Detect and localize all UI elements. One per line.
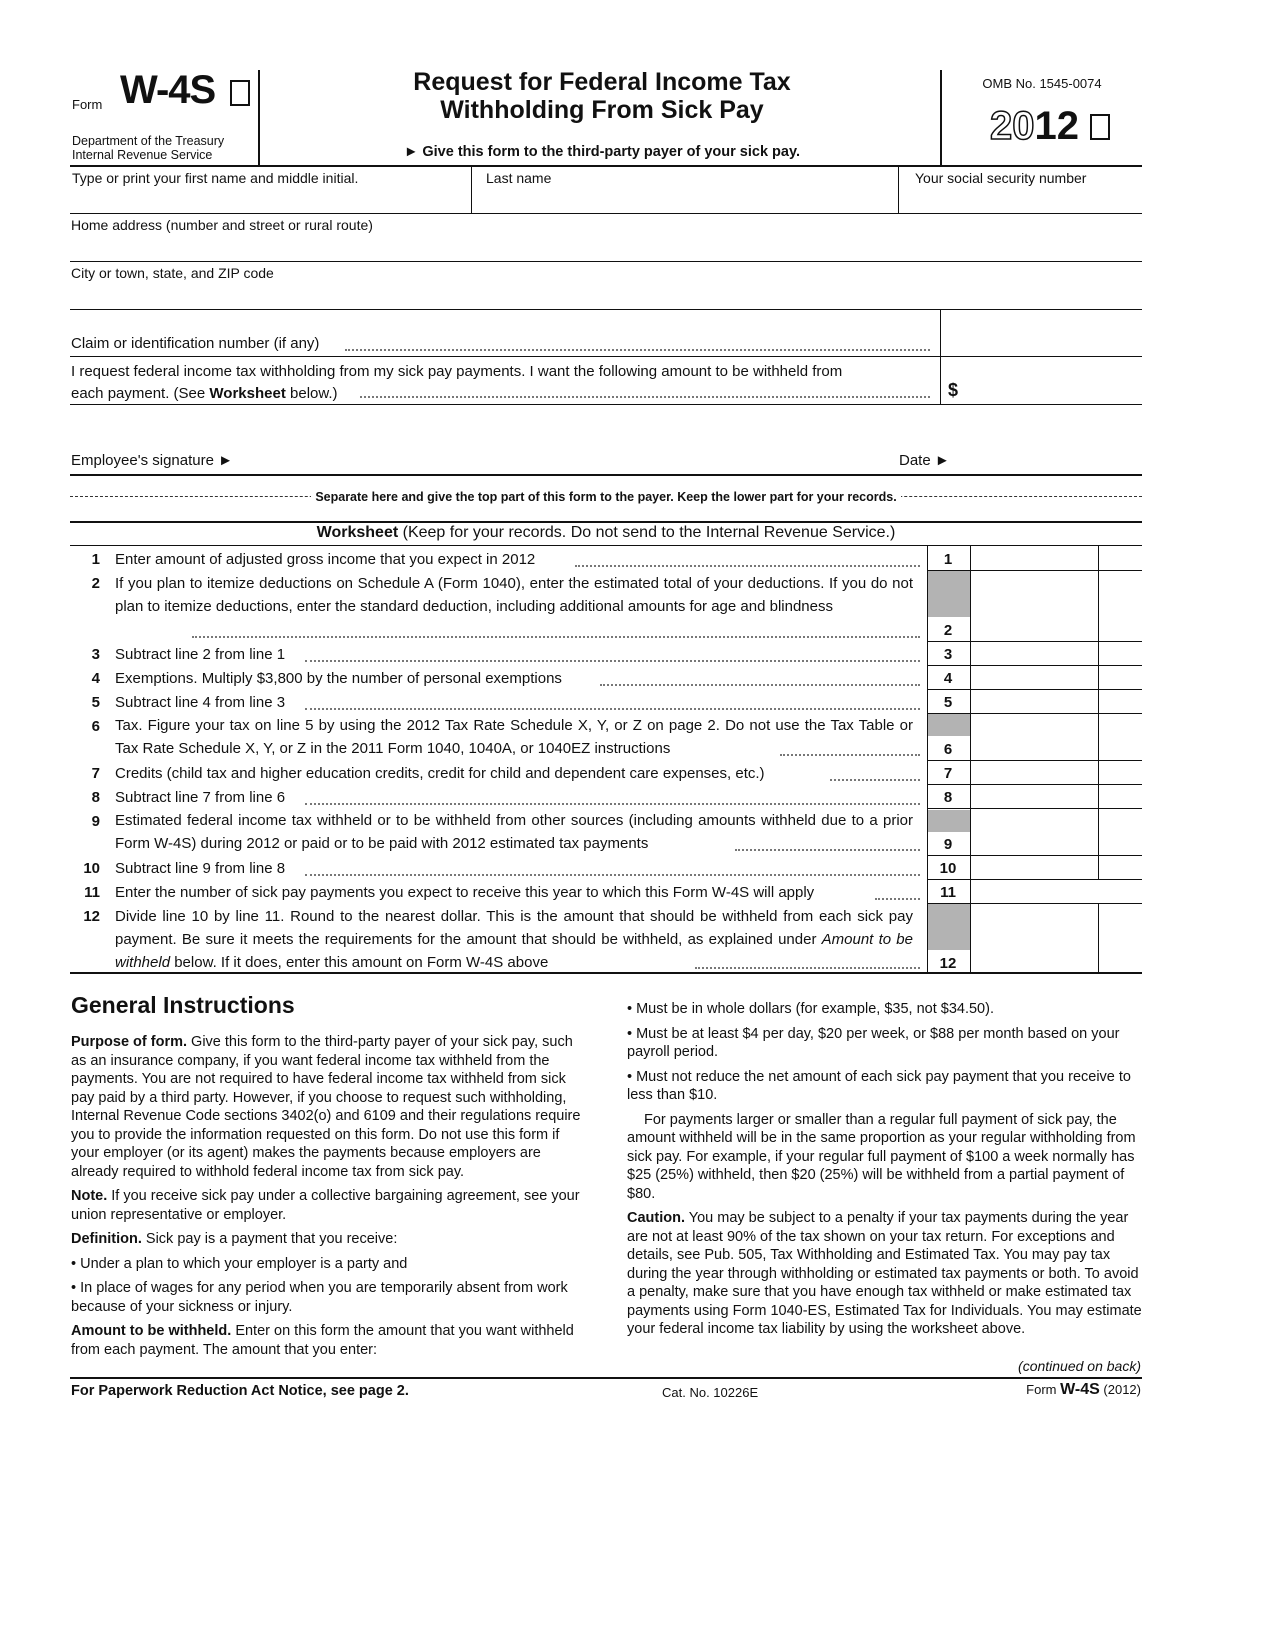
- proportion-paragraph: For payments larger or smaller than a regular full payment of sick pay, the amount withheld will be in the same proportion as your regular withholding from sick pay. For example, if your regular full payment of $100 a week normally has $25 (25%) withheld, then $20 (25%) will be withheld from a partial payment of $80.: [627, 1111, 1136, 1202]
- placeholder-box-icon: [1090, 114, 1110, 140]
- purpose-heading: Purpose of form.: [71, 1034, 188, 1050]
- form-word: Form: [72, 97, 103, 112]
- line-12-amount[interactable]: [971, 949, 1098, 972]
- note-text: If you receive sick pay under a collective bargaining agreement, see your union representative or employer.: [71, 1188, 580, 1223]
- rule: [70, 521, 1142, 523]
- caution-text: You may be subject to a penalty if your tax payments during the year are not at least 90% of the tax shown on your tax return. For exceptions and details, see Pub. 505, Tax Withholding and Estimated Tax. You may pay tax during the year through withholding or estimated tax payments or both. To avoid a penalty, make sure that you have enough tax withheld or make estimated tax payments using Form 1040-ES, Estimated Tax for Individuals. You may estimate your federal income tax liability by using the worksheet above.: [627, 1210, 1142, 1337]
- line-text: Tax. Figure your tax on line 5 by using the 2012 Tax Rate Schedule X, Y, or Z on page 2. Do not use the Tax Table or Tax Rate Schedule X, Y, or Z in the 2011 Form 1040, 1040A, or 1040EZ instructions: [115, 717, 913, 757]
- instructions-right-column: [627, 1000, 1142, 1345]
- omb-number: OMB No. 1545-0074: [982, 76, 1102, 91]
- col-line: [1098, 903, 1099, 973]
- claim-label: Claim or identification number (if any): [71, 335, 320, 352]
- footer-form-year: (2012): [1099, 1382, 1141, 1397]
- continued-note: (continued on back): [1018, 1358, 1141, 1374]
- last-name-field[interactable]: [472, 167, 898, 213]
- leader-dots: [345, 349, 930, 351]
- signature-label: Employee's signature ►: [71, 452, 233, 469]
- definition-bullet: • Under a plan to which your employer is a party and: [71, 1255, 408, 1272]
- line-number: 5: [91, 694, 100, 711]
- amount-paragraph: [71, 1322, 586, 1359]
- box-number: 11: [940, 884, 956, 901]
- line-3-amount[interactable]: [971, 642, 1098, 665]
- line-12-text-b: below. If it does, enter this amount on Form W-4S above: [170, 954, 549, 971]
- box-number: 3: [943, 646, 953, 663]
- rule: [70, 404, 1142, 405]
- request-text: [71, 361, 842, 405]
- footer-form-word: Form: [1026, 1382, 1061, 1397]
- title-line1: Request for Federal Income Tax: [413, 68, 791, 96]
- amount-bullet: • Must not reduce the net amount of each sick pay payment that you receive to less than $10.: [627, 1068, 1131, 1103]
- definition-text: Sick pay is a payment that you receive:: [141, 1231, 398, 1247]
- request-line2c: below.): [285, 385, 338, 402]
- amount-text: Enter on this form the amount that you want withheld from each payment. The amount that you enter:: [71, 1323, 574, 1358]
- paperwork-notice: For Paperwork Reduction Act Notice, see page 2.: [71, 1383, 409, 1399]
- worksheet-title-rest: (Keep for your records. Do not send to the Internal Revenue Service.): [398, 524, 896, 541]
- line-number: 6: [91, 718, 100, 735]
- separator-wrap: [70, 488, 1142, 506]
- shaded-cell: [928, 904, 970, 950]
- line-text: [115, 905, 913, 974]
- claim-number-field[interactable]: [941, 310, 1142, 356]
- leader-dots: [600, 684, 920, 686]
- line-10-amount[interactable]: [971, 856, 1098, 879]
- leader-dots: [305, 803, 920, 805]
- rule: [927, 713, 1142, 714]
- line-text: Estimated federal income tax withheld or to be withheld from other sources (including amounts withheld due to a prior Form W-4S) during 2012 or paid or to be paid with 2012 estimated tax payments: [115, 812, 913, 852]
- line-7-amount[interactable]: [971, 761, 1098, 784]
- line-text: Subtract line 9 from line 8: [115, 857, 291, 880]
- line-number: 10: [83, 860, 100, 877]
- definition-paragraph: [71, 1230, 586, 1249]
- request-line2a: each payment. (See: [71, 385, 210, 402]
- rule: [70, 474, 1142, 476]
- form-title: [262, 68, 942, 124]
- ssn-field[interactable]: [899, 167, 1142, 213]
- leader-dots: [305, 708, 920, 710]
- amount-heading: Amount to be withheld.: [71, 1323, 232, 1339]
- ssn-label: Your social security number: [915, 170, 1087, 186]
- leader-dots: [360, 396, 930, 398]
- line-text: Exemptions. Multiply $3,800 by the number of personal exemptions: [115, 667, 568, 690]
- line-9-amount[interactable]: [971, 832, 1098, 855]
- instructions-left-column: [71, 1033, 586, 1365]
- tax-year: [990, 104, 1079, 148]
- tax-year-bold: 12: [1034, 104, 1079, 148]
- worksheet-title: [70, 524, 1142, 542]
- line-number: 7: [91, 765, 100, 782]
- leader-dots: [305, 660, 920, 662]
- first-name-label: Type or print your first name and middle initial.: [72, 170, 359, 186]
- catalog-number: Cat. No. 10226E: [662, 1385, 759, 1400]
- shaded-cell: [928, 714, 970, 736]
- line-12-text-a: Divide line 10 by line 11. Round to the nearest dollar. This is the amount that should be withheld from each sick pay payment. Be sure it meets the requirements for the amount that should be withheld, as explained under: [115, 908, 913, 948]
- leader-dots: [305, 874, 920, 876]
- header-instruction: ► Give this form to the third-party payer of your sick pay.: [404, 144, 800, 160]
- rule: [927, 808, 1142, 809]
- withholding-amount-field[interactable]: [962, 357, 1142, 404]
- city-field[interactable]: [70, 262, 1142, 309]
- line-4-amount[interactable]: [971, 666, 1098, 689]
- rule: [70, 1377, 1142, 1379]
- note-paragraph: [71, 1187, 586, 1224]
- header-divider-left: [258, 70, 260, 166]
- line-11-count[interactable]: [971, 880, 1142, 903]
- footer-form-name: W-4S: [1060, 1381, 1100, 1398]
- box-number: 10: [939, 860, 957, 877]
- line-number: 9: [91, 813, 100, 830]
- definition-heading: Definition.: [71, 1231, 142, 1247]
- line-number: 1: [91, 551, 100, 568]
- line-number: 8: [91, 789, 100, 806]
- tax-year-outline: 20: [990, 104, 1035, 148]
- box-number: 5: [943, 694, 953, 711]
- purpose-text: Give this form to the third-party payer of your sick pay, such as an insurance company, if you want federal income tax withheld from the payments. You are not required to have federal income tax withheld from sick pay paid by a third party. However, if you choose to request such withholding, Internal Revenue Code sections 3402(o) and 6109 and their regulations require you to provide the information requested on this form. Do not use this form if your employer (or its agent) makes the payments because employers are already required to withhold federal income tax from sick pay.: [71, 1034, 581, 1180]
- request-worksheet-ref: Worksheet: [209, 385, 286, 402]
- box-number: 1: [943, 551, 953, 568]
- box-number: 8: [943, 789, 953, 806]
- date-label: Date ►: [899, 452, 950, 469]
- line-number: 3: [91, 646, 100, 663]
- footer-form-id: [900, 1381, 1141, 1399]
- signature-field[interactable]: [250, 440, 890, 474]
- line-1-amount[interactable]: [971, 547, 1098, 570]
- home-address-field[interactable]: [70, 214, 1142, 261]
- line-text: Enter amount of adjusted gross income that you expect in 2012: [115, 548, 541, 571]
- worksheet-title-bold: Worksheet: [316, 524, 399, 541]
- leader-dots: [575, 565, 920, 567]
- line-number: 4: [91, 670, 100, 687]
- definition-bullet: • In place of wages for any period when you are temporarily absent from work because of your sickness or injury.: [71, 1280, 568, 1315]
- line-text: Credits (child tax and higher education credits, credit for child and dependent care expenses, etc.): [115, 762, 771, 785]
- separator-text: Separate here and give the top part of this form to the payer. Keep the lower part for your records.: [311, 490, 900, 504]
- placeholder-box-icon: [230, 80, 250, 106]
- amount-bullet: • Must be at least $4 per day, $20 per week, or $88 per month based on your payroll period.: [627, 1025, 1120, 1060]
- line-5-amount[interactable]: [971, 690, 1098, 713]
- line-number: 2: [91, 575, 100, 592]
- instructions-heading: General Instructions: [71, 992, 295, 1018]
- rule: [927, 570, 1142, 571]
- leader-dots: [875, 898, 920, 900]
- caution-heading: Caution.: [627, 1210, 685, 1226]
- line-text: Subtract line 4 from line 3: [115, 691, 291, 714]
- line-text: Enter the number of sick pay payments you expect to receive this year to which this Form W-4S will apply: [115, 881, 820, 904]
- first-name-field[interactable]: [70, 167, 471, 213]
- dept-line2: Internal Revenue Service: [72, 148, 213, 162]
- note-heading: Note.: [71, 1188, 108, 1204]
- leader-dots: [830, 779, 920, 781]
- line-text: Subtract line 7 from line 6: [115, 786, 291, 809]
- last-name-label: Last name: [486, 170, 552, 186]
- caution-paragraph: [627, 1209, 1142, 1339]
- line-number: 11: [84, 884, 100, 901]
- box-number: 12: [939, 955, 957, 972]
- rule: [70, 545, 1142, 546]
- rule: [927, 903, 1142, 904]
- date-field[interactable]: [955, 440, 1142, 474]
- home-address-label: Home address (number and street or rural route): [71, 217, 373, 233]
- line-12-text-italic: Amount to be withheld: [115, 931, 913, 971]
- line-number: 12: [83, 908, 100, 925]
- line-8-amount[interactable]: [971, 785, 1098, 808]
- form-id: W-4S: [120, 68, 216, 112]
- title-line2: Withholding From Sick Pay: [440, 96, 764, 124]
- purpose-paragraph: [71, 1033, 586, 1181]
- request-line1: I request federal income tax withholding from my sick pay payments. I want the following amount to be withheld from: [71, 363, 843, 380]
- line-2-amount[interactable]: [971, 618, 1098, 641]
- box-number: 6: [943, 741, 953, 758]
- box-number: 4: [943, 670, 953, 687]
- dept-line1: Department of the Treasury: [72, 134, 225, 148]
- city-label: City or town, state, and ZIP code: [71, 265, 274, 281]
- box-number: 2: [943, 622, 953, 639]
- box-number: 9: [943, 836, 953, 853]
- line-6-amount[interactable]: [971, 737, 1098, 760]
- leader-dots: [192, 636, 920, 638]
- shaded-cell: [928, 571, 970, 617]
- line-text: Subtract line 2 from line 1: [115, 643, 291, 666]
- dollar-sign: $: [948, 380, 959, 400]
- amount-bullet: • Must be in whole dollars (for example, $35, not $34.50).: [627, 1001, 994, 1017]
- line-text: If you plan to itemize deductions on Schedule A (Form 1040), enter the estimated total of your deductions. If you do not plan to itemize deductions, enter the standard deduction, including additional amounts for age and blindness: [115, 575, 913, 615]
- box-number: 7: [943, 765, 953, 782]
- shaded-cell: [928, 810, 970, 832]
